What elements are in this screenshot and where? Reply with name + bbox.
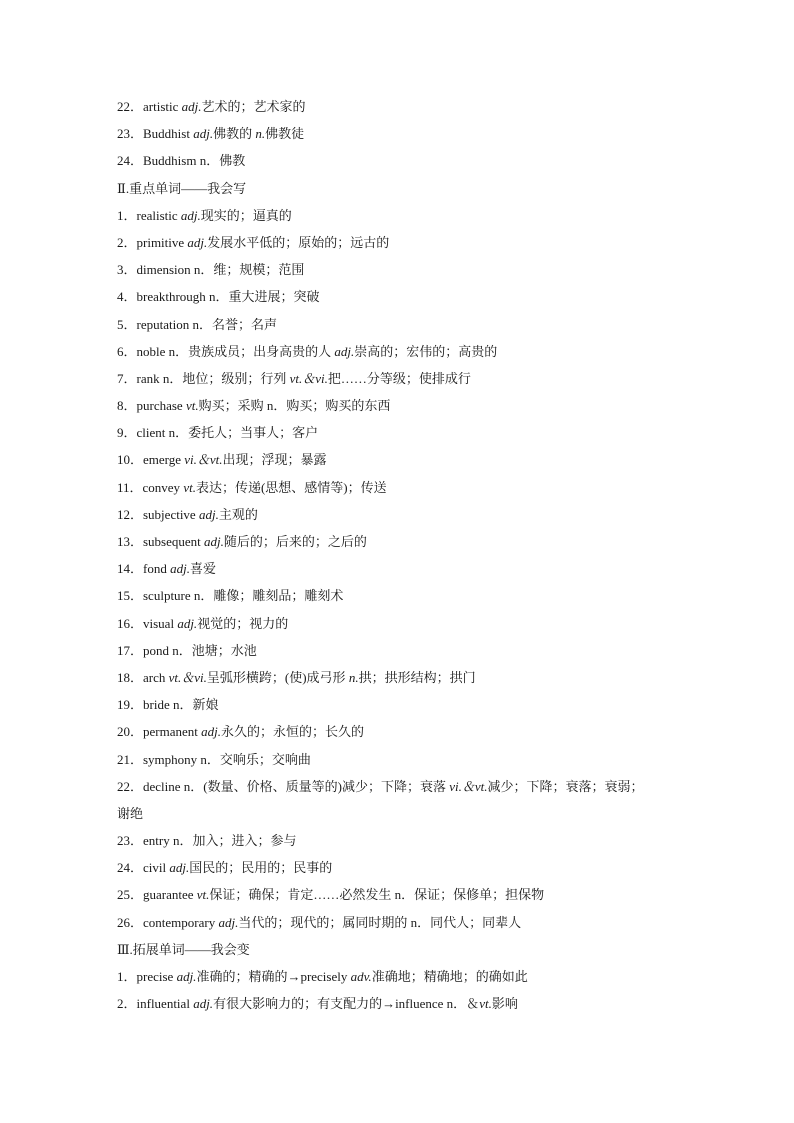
vocab-entry: 2．primitive adj.发展水平低的；原始的；远古的 — [117, 234, 390, 250]
vocab-entry: 26．contemporary adj.当代的；现代的；属同时期的 n．同代人；同辈人 — [117, 914, 522, 930]
vocab-entry: 24．civil adj.国民的；民用的；民事的 — [117, 860, 333, 876]
vocab-entry: 14．fond adj.喜爱 — [117, 561, 216, 577]
vocab-entry: 3．dimension n．维；规模；范围 — [117, 262, 305, 278]
vocab-entry: 21．symphony n．交响乐；交响曲 — [117, 751, 311, 767]
vocab-entry: 1．realistic adj.现实的；逼真的 — [117, 207, 292, 223]
vocab-entry: 17．pond n．池塘；水池 — [117, 642, 257, 658]
vocab-entry: 9．client n．委托人；当事人；客户 — [117, 425, 319, 441]
vocab-entry: 12．subjective adj.主观的 — [117, 506, 258, 522]
vocab-entry-continuation: 谢绝 — [117, 805, 144, 821]
vocab-entry: 11．convey vt.表达；传递(思想、感情等)；传送 — [117, 479, 387, 495]
vocab-entry: 22．decline n．(数量、价格、质量等的)减少；下降；衰落 vi.＆vt.减少；下降；衰落；衰弱； — [117, 778, 644, 794]
vocab-entry: 6．noble n．贵族成员；出身高贵的人 adj.崇高的；宏伟的；高贵的 — [117, 343, 498, 359]
vocab-entry: 20．permanent adj.永久的；永恒的；长久的 — [117, 724, 365, 740]
vocab-entry: 25．guarantee vt.保证；确保；肯定……必然发生 n．保证；保修单；担保物 — [117, 887, 545, 903]
vocab-entry: 15．sculpture n．雕像；雕刻品；雕刻术 — [117, 588, 344, 604]
vocab-entry: 23．Buddhist adj.佛教的 n.佛教徒 — [117, 126, 305, 142]
vocab-entry: 4．breakthrough n．重大进展；突破 — [117, 289, 320, 305]
vocab-entry: 23．entry n．加入；进入；参与 — [117, 833, 297, 849]
section-heading: Ⅱ.重点单词——我会写 — [117, 180, 247, 196]
vocab-entry: 1．precise adj.准确的；精确的→precisely adv.准确地；精确地；的确如此 — [117, 969, 528, 984]
vocab-entry: 18．arch vt.＆vi.呈弧形横跨；(使)成弓形 n.拱；拱形结构；拱门 — [117, 669, 476, 685]
vocab-entry: 22．artistic adj.艺术的；艺术家的 — [117, 99, 306, 114]
vocab-entry: 13．subsequent adj.随后的；后来的；之后的 — [117, 534, 367, 549]
vocabulary-list — [117, 93, 697, 1017]
vocab-entry: 2．influential adj.有很大影响力的；有支配力的→influence n．＆vt.影响 — [117, 996, 518, 1012]
section-heading: Ⅲ.拓展单词——我会变 — [117, 941, 250, 957]
vocab-entry: 5．reputation n．名誉；名声 — [117, 316, 277, 332]
vocab-entry: 24．Buddhism n．佛教 — [117, 153, 246, 169]
vocab-entry: 19．bride n．新娘 — [117, 697, 219, 713]
vocab-entry: 7．rank n．地位；级别；行列 vt.＆vi.把……分等级；使排成行 — [117, 370, 471, 386]
vocab-entry: 10．emerge vi.＆vt.出现；浮现；暴露 — [117, 452, 327, 468]
vocab-entry: 16．visual adj.视觉的；视力的 — [117, 615, 289, 631]
vocab-entry: 8．purchase vt.购买；采购 n．购买；购买的东西 — [117, 398, 391, 414]
